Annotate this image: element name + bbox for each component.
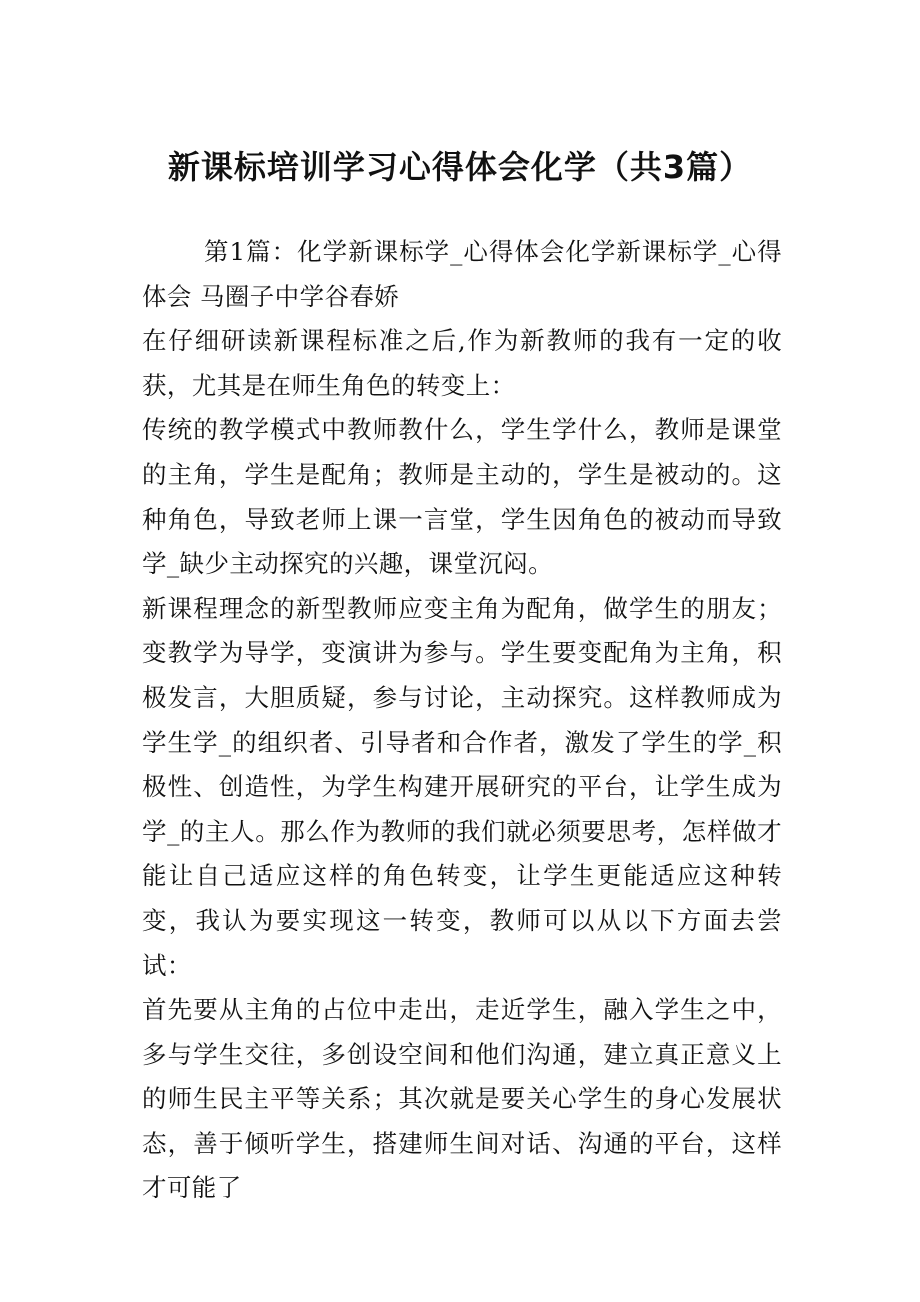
paragraph-heading: 第1篇：化学新课标学_心得体会化学新课标学_心得体会 马圈子中学谷春娇 xyxy=(142,237,782,311)
paragraph: 新课程理念的新型教师应变主角为配角，做学生的朋友；变教学为导学，变演讲为参与。学生要变配角为主角，积极发言，大胆质疑，参与讨论，主动探究。这样教师成为学生学_的组织者、引导者和合作者，激发了学生的学_积极性、创造性，为学生构建开展研究的平台，让学生成为学_的主人。那么作为教师的我们就必须要思考，怎样做才能让自己适应这样的角色转变，让学生更能适应这种转变，我认为要实现这一转变，教师可以从以下方面去尝试： xyxy=(142,593,782,980)
document-title: 新课标培训学习心得体会化学（共3篇） xyxy=(167,148,753,186)
document-body xyxy=(142,230,782,1211)
paragraph: 传统的教学模式中教师教什么，学生学什么，教师是课堂的主角，学生是配角；教师是主动的，学生是被动的。这种角色，导致老师上课一言堂，学生因角色的被动而导致学_缺少主动探究的兴趣，课堂沉闷。 xyxy=(142,415,782,579)
paragraph: 首先要从主角的占位中走出，走近学生，融入学生之中，多与学生交往，多创设空间和他们沟通，建立真正意义上的师生民主平等关系；其次就是要关心学生的身心发展状态，善于倾听学生，搭建师生间对话、沟通的平台，这样才可能了 xyxy=(142,995,782,1203)
paragraph: 在仔细研读新课程标准之后,作为新教师的我有一定的收获，尤其是在师生角色的转变上： xyxy=(142,326,782,400)
